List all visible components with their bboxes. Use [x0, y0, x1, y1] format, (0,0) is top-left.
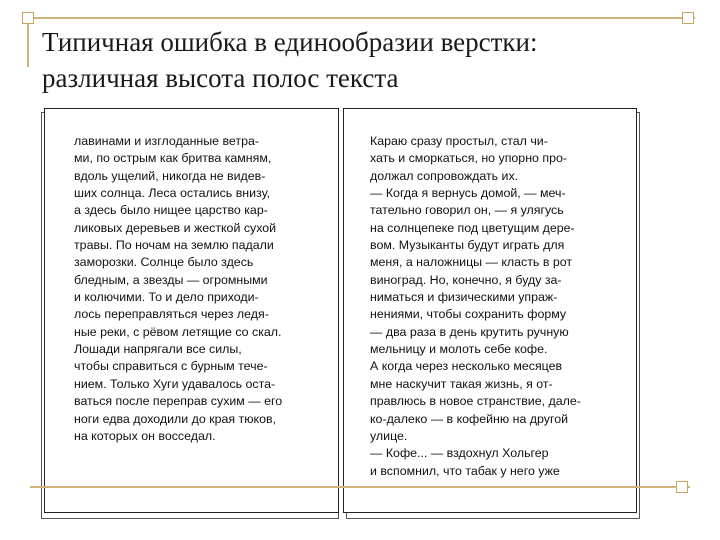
left-page-text	[74, 133, 320, 445]
text-line: ные реки, с рёвом летящие со скал.	[74, 324, 282, 339]
frame-corner-top-left	[22, 12, 34, 24]
text-line: чтобы справиться с бурным тече-	[74, 359, 268, 374]
text-line: ноги едва доходили до края тюков,	[74, 411, 277, 426]
slide-title-line-2: различная высота полос текста	[42, 63, 399, 93]
text-line: тательно говорил он, — я улягусь	[370, 203, 564, 218]
frame-line-bottom	[30, 486, 690, 488]
text-line: меня, а наложницы — класть в рот	[370, 255, 573, 270]
text-line: бледным, а звезды — огромными	[74, 272, 268, 287]
text-line: и вспомнил, что табак у него уже	[370, 463, 560, 478]
text-line: нениями, чтобы сохранить форму	[370, 307, 567, 322]
text-line: на солнцепеке под цветущим дере-	[370, 220, 575, 235]
frame-corner-bottom-right	[676, 481, 688, 493]
text-line: правлюсь в новое странствие, дале-	[370, 394, 581, 409]
text-line: виноград. Но, конечно, я буду за-	[370, 272, 562, 287]
frame-corner-top-right	[682, 12, 694, 24]
text-line: ко-далеко — в кофейню на другой	[370, 411, 569, 426]
text-line: хать и сморкаться, но упорно про-	[370, 151, 567, 166]
text-line: мельницу и молоть себе кофе.	[370, 342, 548, 357]
text-line: вом. Музыканты будут играть для	[370, 238, 565, 253]
text-line: мне наскучит такая жизнь, я от-	[370, 376, 553, 391]
text-line: лавинами и изглоданные ветра-	[74, 134, 259, 148]
text-line: А когда через несколько месяцев	[370, 359, 563, 374]
slide-title	[42, 24, 682, 96]
text-line: и колючими. То и дело приходи-	[74, 290, 259, 305]
text-line: Лошади напрягали все силы,	[74, 342, 242, 357]
text-line: — Кофе... — вздохнул Хольгер	[370, 446, 549, 461]
text-line: — два раза в день крутить ручную	[370, 324, 569, 339]
text-line: ниматься и физическими упраж-	[370, 290, 558, 305]
text-line: ликовых деревьев и жесткой сухой	[74, 220, 277, 235]
slide-title-line-1: Типичная ошибка в единообразии верстки:	[42, 27, 538, 57]
text-line: на которых он восседал.	[74, 428, 216, 443]
text-line: Караю сразу простыл, стал чи-	[370, 134, 548, 148]
text-line: улице.	[370, 428, 408, 443]
text-line: вдоль ущелий, никогда не видев-	[74, 168, 266, 183]
frame-line-top	[27, 17, 695, 19]
text-line: лось переправляться через ледя-	[74, 307, 269, 322]
text-line: нием. Только Хуги удавалось оста-	[74, 376, 276, 391]
text-line: — Когда я вернусь домой, — меч-	[370, 186, 566, 201]
text-line: травы. По ночам на землю падали	[74, 238, 274, 253]
right-page-text	[370, 133, 622, 480]
text-line: ваться после переправ сухим — его	[74, 394, 283, 409]
text-line: заморозки. Солнце было здесь	[74, 255, 254, 270]
text-line: а здесь было нищее царство кар-	[74, 203, 268, 218]
frame-line-left	[27, 17, 29, 67]
text-line: ших солнца. Леса остались внизу,	[74, 186, 270, 201]
text-line: ми, по острым как бритва камням,	[74, 151, 272, 166]
text-line: должал сопровождать их.	[370, 168, 519, 183]
